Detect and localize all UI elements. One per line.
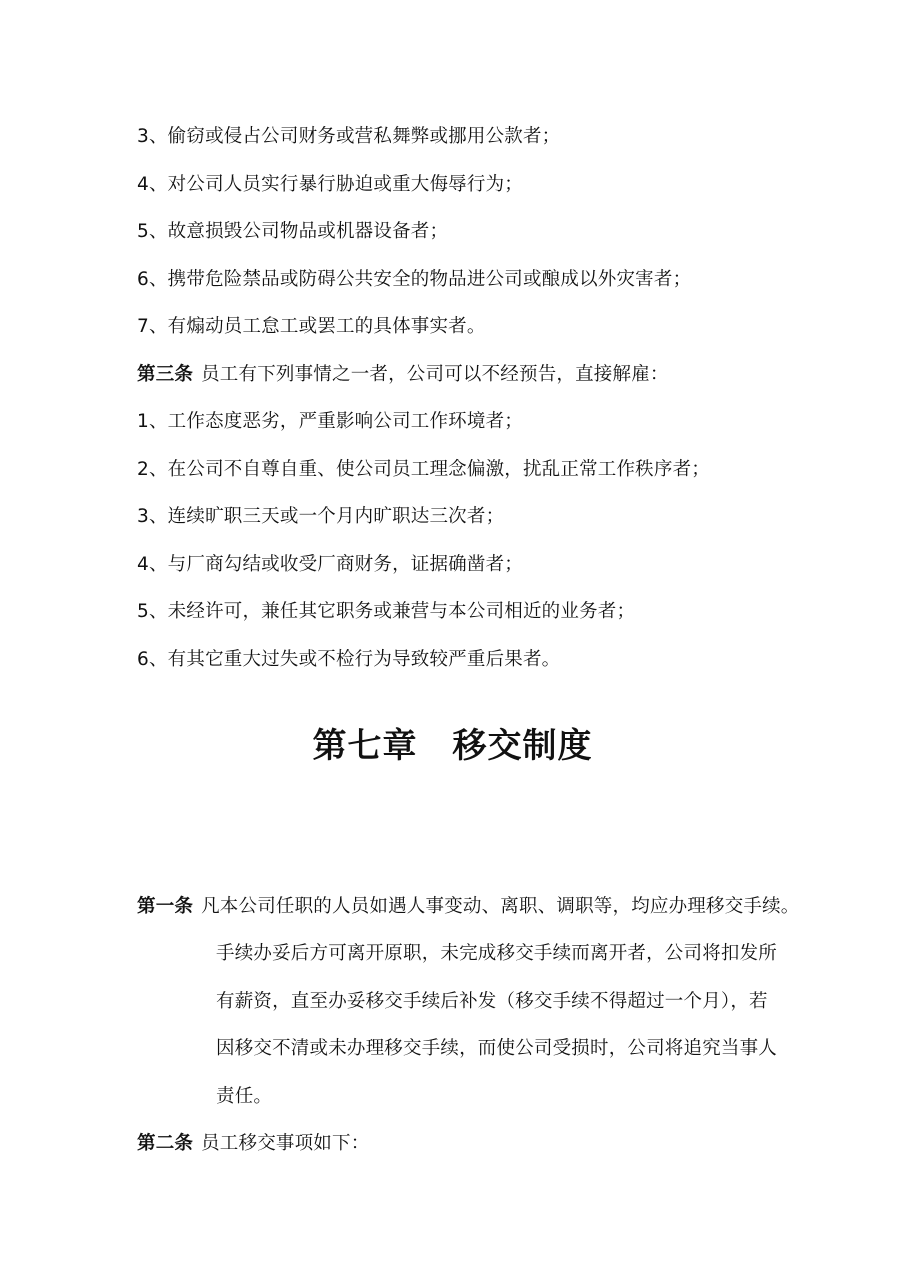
list-item: 7、有煽动员工怠工或罢工的具体事实者。 <box>137 316 486 337</box>
chapter-article-one <box>137 894 800 920</box>
article-text: 员工有下列事情之一者，公司可以不经预告，直接解雇： <box>201 364 669 385</box>
article-label: 第一条 <box>137 896 194 917</box>
article-continuation-line: 手续办妥后方可离开原职，未完成移交手续而离开者，公司将扣发所 <box>216 943 778 964</box>
article-continuation-line: 有薪资，直至办妥移交手续后补发（移交手续不得超过一个月），若 <box>216 991 768 1012</box>
article-three <box>137 362 669 388</box>
list-item: 4、对公司人员实行暴行胁迫或重大侮辱行为； <box>137 174 523 195</box>
article-text: 凡本公司任职的人员如遇人事变动、离职、调职等，均应办理移交手续。 <box>201 896 800 917</box>
list-item: 5、故意损毁公司物品或机器设备者； <box>137 221 449 242</box>
list-item: 4、与厂商勾结或收受厂商财务，证据确凿者； <box>137 554 523 575</box>
article-text: 员工移交事项如下： <box>201 1133 370 1154</box>
article-label: 第二条 <box>137 1133 194 1154</box>
list-item: 3、连续旷职三天或一个月内旷职达三次者； <box>137 506 505 527</box>
chapter-article-two <box>137 1131 369 1157</box>
list-item: 5、未经许可，兼任其它职务或兼营与本公司相近的业务者； <box>137 601 636 622</box>
list-item: 2、在公司不自尊自重、使公司员工理念偏激，扰乱正常工作秩序者； <box>137 459 710 480</box>
article-continuation-line: 因移交不清或未办理移交手续，而使公司受损时，公司将追究当事人 <box>216 1038 778 1059</box>
chapter-title: 第七章 移交制度 <box>312 726 593 766</box>
list-item: 3、偷窃或侵占公司财务或营私舞弊或挪用公款者； <box>137 126 561 147</box>
list-item: 6、携带危险禁品或防碍公共安全的物品进公司或酿成以外灾害者； <box>137 269 692 290</box>
list-item: 1、工作态度恶劣，严重影响公司工作环境者； <box>137 411 523 432</box>
article-continuation-line: 责任。 <box>216 1086 273 1107</box>
list-item: 6、有其它重大过失或不检行为导致较严重后果者。 <box>137 649 561 670</box>
article-label: 第三条 <box>137 364 194 385</box>
